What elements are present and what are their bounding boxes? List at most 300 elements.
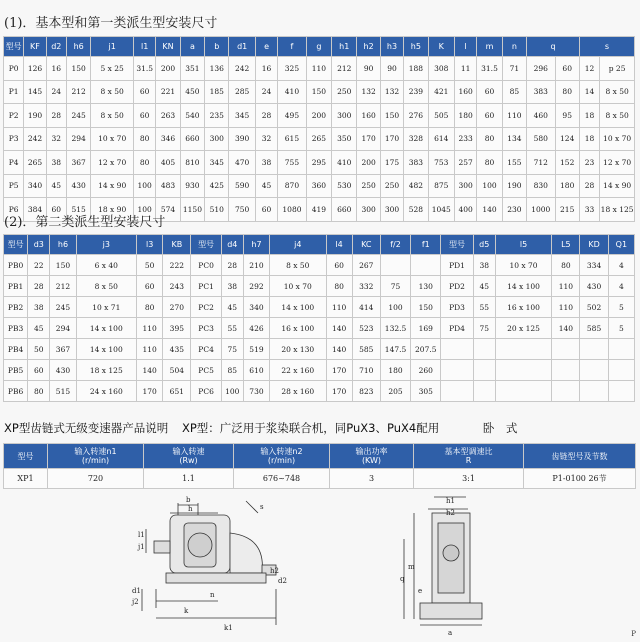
table-cell [473, 360, 495, 381]
table-cell: 328 [404, 127, 428, 151]
model-cell: PD1 [441, 255, 473, 276]
model-cell: P4 [4, 151, 24, 175]
column-header: l1 [134, 37, 156, 57]
dim-label-q: q [400, 575, 405, 583]
table-cell: 175 [380, 151, 403, 175]
table-cell: 110 [137, 318, 163, 339]
table-cell: 136 [205, 57, 229, 81]
table-cell: 430 [580, 276, 608, 297]
table-cell: 410 [278, 80, 306, 104]
table-cell: 300 [332, 104, 357, 128]
table-cell: 170 [380, 127, 403, 151]
table-cell: 930 [180, 174, 204, 198]
table-cell: 245 [66, 104, 90, 128]
table-cell: 71 [502, 57, 526, 81]
front-view-drawing [398, 493, 498, 638]
table-cell [608, 360, 634, 381]
side-view-drawing [126, 493, 306, 638]
table-cell: 38 [46, 151, 66, 175]
table-cell: 32 [46, 127, 66, 151]
table-cell: 140 [326, 339, 352, 360]
table-cell: 14 x 90 [600, 174, 635, 198]
table-cell: 870 [278, 174, 306, 198]
table-cell: 147.5 [380, 339, 410, 360]
model-cell: PB2 [4, 297, 28, 318]
table-cell: 410 [332, 151, 357, 175]
model-cell: P5 [4, 174, 24, 198]
header-line2: (r/min) [267, 456, 296, 465]
dim-label-k: k [184, 607, 189, 615]
table-cell: 384 [24, 198, 46, 222]
table-cell: 350 [332, 127, 357, 151]
model-cell: PB0 [4, 255, 28, 276]
table-cell: 712 [527, 151, 555, 175]
model-cell: PC0 [191, 255, 221, 276]
model-cell: P6 [4, 198, 24, 222]
table-cell: 11 [454, 57, 476, 81]
table-cell: 80 [555, 80, 579, 104]
table-cell: 755 [278, 151, 306, 175]
table-cell: 502 [580, 297, 608, 318]
dim-label-h: h [188, 505, 193, 513]
column-header: l [454, 37, 476, 57]
column-header: K [428, 37, 454, 57]
model-cell: PC3 [191, 318, 221, 339]
table-cell: 80 [28, 381, 50, 402]
table-cell: 150 [380, 104, 403, 128]
table-cell: 100 [134, 174, 156, 198]
table-cell: 530 [332, 174, 357, 198]
table-row [4, 104, 635, 128]
table-cell: 334 [580, 255, 608, 276]
table-cell: 243 [163, 276, 191, 297]
table-cell: 460 [527, 104, 555, 128]
table-cell: 16 [255, 57, 277, 81]
table-row [4, 174, 635, 198]
dim-label-h1: h1 [446, 497, 455, 505]
column-header: d5 [473, 235, 495, 255]
table-cell: 45 [221, 297, 243, 318]
table-cell: 250 [332, 80, 357, 104]
dim-label-n: n [210, 591, 215, 599]
table-cell: 185 [205, 80, 229, 104]
section2-title: (2)．第二类派生型安装尺寸 [4, 215, 166, 230]
table-cell: P1-0100 26节 [524, 469, 636, 489]
table-cell: 150 [306, 80, 331, 104]
table-cell: 285 [229, 80, 255, 104]
column-header: s [579, 37, 634, 57]
table-cell: 383 [527, 80, 555, 104]
model-cell: PC6 [191, 381, 221, 402]
table-cell: 523 [352, 318, 380, 339]
xp-product-heading [4, 420, 517, 436]
table-cell: 510 [205, 198, 229, 222]
column-header [4, 444, 48, 469]
table-cell: 221 [156, 80, 180, 104]
column-header: Q1 [608, 235, 634, 255]
table-cell: 242 [24, 127, 46, 151]
model-cell: PD2 [441, 276, 473, 297]
table-cell [495, 339, 551, 360]
column-header: m [477, 37, 502, 57]
table-cell: 55 [473, 297, 495, 318]
table-cell: 528 [404, 198, 428, 222]
table-cell [608, 381, 634, 402]
table-cell: 430 [50, 360, 76, 381]
table-cell: 12 x 70 [600, 151, 635, 175]
table-cell: 100 [380, 297, 410, 318]
table-cell: 332 [352, 276, 380, 297]
model-cell: P1 [4, 80, 24, 104]
table-cell: 140 [326, 318, 352, 339]
table-cell: 610 [243, 360, 269, 381]
column-header: a [180, 37, 204, 57]
table-cell: 60 [555, 57, 579, 81]
xp-product-title: XP型齿链式无级变速器产品说明 [4, 421, 169, 435]
table-cell [380, 255, 410, 276]
table-cell: 230 [502, 198, 526, 222]
table-cell: 24 [46, 80, 66, 104]
column-header [144, 444, 234, 469]
table-cell: 8 x 50 [91, 104, 134, 128]
table-cell: 425 [205, 174, 229, 198]
column-header: f1 [411, 235, 441, 255]
column-header: 型号 [4, 37, 24, 57]
table-cell: 14 x 100 [270, 297, 326, 318]
table-cell: 160 [454, 80, 476, 104]
table-cell: 585 [580, 318, 608, 339]
header-line2: R [465, 456, 472, 465]
table-cell: 180 [380, 360, 410, 381]
model-cell [441, 360, 473, 381]
table-row [4, 339, 635, 360]
table-cell: 265 [306, 127, 331, 151]
table-cell: 263 [156, 104, 180, 128]
column-header: 型号 [4, 235, 28, 255]
table-cell: 1045 [428, 198, 454, 222]
table-cell: 60 [326, 255, 352, 276]
table-cell: 810 [180, 151, 204, 175]
table-cell: 38 [221, 276, 243, 297]
table-cell: 8 x 50 [600, 80, 635, 104]
table-cell: 75 [380, 276, 410, 297]
table-cell: 33 [579, 198, 599, 222]
table-row [4, 318, 635, 339]
table-cell [552, 381, 580, 402]
dim-label-b: b [186, 496, 191, 504]
table-cell: 495 [278, 104, 306, 128]
table-cell: 676~748 [234, 469, 330, 489]
table-cell: 215 [555, 198, 579, 222]
model-cell: P0 [4, 57, 24, 81]
dim-label-l1: l1 [138, 531, 145, 539]
model-cell [441, 381, 473, 402]
table-cell: 504 [163, 360, 191, 381]
table-cell: 265 [24, 151, 46, 175]
table-cell: 188 [404, 57, 428, 81]
table-cell: 585 [352, 339, 380, 360]
table-cell [495, 360, 551, 381]
table-cell: 235 [205, 104, 229, 128]
header-line1: 输入转速n1 [74, 447, 117, 456]
table-cell: 390 [229, 127, 255, 151]
dim-label-d1: d1 [132, 587, 141, 595]
table-cell: 3:1 [414, 469, 524, 489]
column-header: f/2 [380, 235, 410, 255]
model-cell: PB3 [4, 318, 28, 339]
table-cell: 28 [579, 174, 599, 198]
table-cell: 23 [579, 151, 599, 175]
table-cell: 38 [255, 151, 277, 175]
table-cell: 12 [579, 57, 599, 81]
table-cell: 110 [137, 339, 163, 360]
table-cell: 18 x 125 [76, 360, 136, 381]
table-cell: 1.1 [144, 469, 234, 489]
column-header: q [527, 37, 580, 57]
table-cell: 170 [326, 360, 352, 381]
table-cell: 85 [221, 360, 243, 381]
header-line2: (r/min) [81, 456, 110, 465]
table-cell: 267 [352, 255, 380, 276]
table-cell: 294 [66, 127, 90, 151]
table-row [4, 297, 635, 318]
table-cell: 300 [454, 174, 476, 198]
table-cell: 60 [134, 80, 156, 104]
table-cell: 75 [473, 318, 495, 339]
table-cell: 1000 [527, 198, 555, 222]
table-cell: 212 [332, 57, 357, 81]
table-cell: 395 [163, 318, 191, 339]
table-cell: 100 [477, 174, 502, 198]
table-cell: 346 [156, 127, 180, 151]
table-cell: 60 [46, 198, 66, 222]
table-cell: 730 [243, 381, 269, 402]
table-cell: 190 [24, 104, 46, 128]
table-cell: 110 [502, 104, 526, 128]
section1-title: (1)．基本型和第一类派生型安装尺寸 [4, 16, 218, 31]
table-cell: 830 [527, 174, 555, 198]
table-cell: 110 [552, 297, 580, 318]
table-cell: p 25 [600, 57, 635, 81]
header-line1: 型号 [17, 451, 34, 461]
table-cell: 80 [137, 297, 163, 318]
table-cell: 405 [156, 151, 180, 175]
table-cell: 132.5 [380, 318, 410, 339]
table-row [4, 276, 635, 297]
basic-type-dimensions-table [3, 36, 635, 222]
dim-label-m: m [408, 563, 415, 571]
table-cell: 651 [163, 381, 191, 402]
table-cell: 28 [46, 104, 66, 128]
column-header: d3 [28, 235, 50, 255]
model-cell: PB4 [4, 339, 28, 360]
page-number: P [631, 630, 636, 638]
model-cell [441, 339, 473, 360]
table-cell: 45 [473, 276, 495, 297]
table-cell: 28 [221, 255, 243, 276]
table-cell: 270 [163, 297, 191, 318]
table-cell: 1080 [278, 198, 306, 222]
dim-label-e: e [418, 587, 423, 595]
header-line1: 输入转速 [172, 447, 205, 456]
table-cell: 110 [326, 297, 352, 318]
table-cell: 180 [555, 174, 579, 198]
table-cell: 340 [24, 174, 46, 198]
header-line1: 输入转速n2 [260, 447, 303, 456]
table-cell: 180 [454, 104, 476, 128]
table-cell: 24 [255, 80, 277, 104]
table-cell: 45 [255, 174, 277, 198]
table-cell: 414 [352, 297, 380, 318]
column-header: KC [352, 235, 380, 255]
table-cell: 4 [608, 255, 634, 276]
table-cell: 110 [306, 57, 331, 81]
table-cell: 20 x 130 [270, 339, 326, 360]
table-cell: 325 [278, 57, 306, 81]
model-cell: PC4 [191, 339, 221, 360]
column-header: j1 [91, 37, 134, 57]
table-cell: 660 [180, 127, 204, 151]
table-cell: 212 [50, 276, 76, 297]
table-cell: 110 [552, 276, 580, 297]
table-cell: 200 [306, 104, 331, 128]
table-cell: 540 [180, 104, 204, 128]
table-cell: 22 x 160 [270, 360, 326, 381]
dim-label-j1: j1 [138, 543, 145, 551]
table-cell: 18 x 125 [600, 198, 635, 222]
table-cell: 80 [134, 151, 156, 175]
table-cell: 8 x 50 [76, 276, 136, 297]
header-line2: (Rw) [179, 456, 198, 465]
table-cell: 28 [28, 276, 50, 297]
table-cell: 10 x 70 [270, 276, 326, 297]
table-cell: 18 [579, 104, 599, 128]
horizontal-label: 卧 式 [482, 421, 518, 435]
table-cell: 80 [477, 127, 502, 151]
table-cell: 90 [357, 57, 380, 81]
table-cell: 435 [163, 339, 191, 360]
table-cell: 60 [255, 198, 277, 222]
table-cell: 24 x 160 [76, 381, 136, 402]
model-cell: P2 [4, 104, 24, 128]
table-cell: 155 [502, 151, 526, 175]
column-header: h5 [404, 37, 428, 57]
table-cell: 80 [134, 127, 156, 151]
header-line1: 基本型调速比 [444, 447, 493, 456]
column-header: h7 [243, 235, 269, 255]
table-cell: 80 [326, 276, 352, 297]
table-cell: 45 [46, 174, 66, 198]
table-cell: 80 [477, 151, 502, 175]
column-header: 型号 [441, 235, 473, 255]
table-cell: 130 [411, 276, 441, 297]
table-cell: 360 [306, 174, 331, 198]
column-header: n [502, 37, 526, 57]
table-cell: 574 [156, 198, 180, 222]
table-cell [411, 255, 441, 276]
table-cell: 50 [137, 255, 163, 276]
column-header: l5 [495, 235, 551, 255]
table-row [4, 151, 635, 175]
model-cell: PD4 [441, 318, 473, 339]
table-cell: 145 [24, 80, 46, 104]
column-header: h3 [380, 37, 403, 57]
column-header: g [306, 37, 331, 57]
dim-label-s: s [260, 503, 264, 511]
table-cell: 292 [243, 276, 269, 297]
table-cell: 205 [380, 381, 410, 402]
table-cell: 367 [66, 151, 90, 175]
table-cell: 483 [156, 174, 180, 198]
table-cell: 710 [352, 360, 380, 381]
table-cell: 124 [555, 127, 579, 151]
column-header: d4 [221, 235, 243, 255]
table-cell [608, 339, 634, 360]
table-cell: 18 [579, 127, 599, 151]
table-cell: 753 [428, 151, 454, 175]
table-cell: 233 [454, 127, 476, 151]
model-cell: PB1 [4, 276, 28, 297]
column-header: b [205, 37, 229, 57]
table-cell: 10 x 71 [76, 297, 136, 318]
table-cell: 5 x 25 [91, 57, 134, 81]
table-cell: 8 x 50 [91, 80, 134, 104]
table-cell: 345 [229, 104, 255, 128]
header-line1: 齿链型号及节数 [551, 451, 608, 461]
table-cell: 308 [428, 57, 454, 81]
table-cell: 296 [527, 57, 555, 81]
table-cell [552, 360, 580, 381]
table-cell: 90 [380, 57, 403, 81]
table-cell: 100 [134, 198, 156, 222]
table-cell: 4 [608, 276, 634, 297]
table-cell: 300 [357, 198, 380, 222]
table-cell: 351 [180, 57, 204, 81]
column-header: h6 [66, 37, 90, 57]
model-cell: PC5 [191, 360, 221, 381]
table-cell: 60 [477, 104, 502, 128]
table-cell [580, 360, 608, 381]
table-cell: 14 x 100 [76, 318, 136, 339]
table-cell: 294 [50, 318, 76, 339]
table-cell: 505 [428, 104, 454, 128]
table-cell: 345 [205, 151, 229, 175]
table-cell: 22 [28, 255, 50, 276]
model-cell: P3 [4, 127, 24, 151]
dim-label-d2: d2 [278, 577, 287, 585]
header-line2: (KW) [361, 456, 382, 465]
table-cell [552, 339, 580, 360]
table-cell: 515 [50, 381, 76, 402]
table-cell: 16 x 100 [270, 318, 326, 339]
column-header: d2 [46, 37, 66, 57]
table-cell: 170 [137, 381, 163, 402]
table-cell: 100 [221, 381, 243, 402]
table-row [4, 360, 635, 381]
table-cell: 305 [411, 381, 441, 402]
table-cell: 300 [380, 198, 403, 222]
table-cell: 80 [552, 255, 580, 276]
table-cell: 276 [404, 104, 428, 128]
table-cell: 60 [134, 104, 156, 128]
column-header: KB [163, 235, 191, 255]
table-cell: 150 [50, 255, 76, 276]
model-cell: PD3 [441, 297, 473, 318]
table-cell: 5 [608, 318, 634, 339]
column-header: e [255, 37, 277, 57]
table-cell: 200 [156, 57, 180, 81]
dim-label-h2: h2 [270, 567, 279, 575]
